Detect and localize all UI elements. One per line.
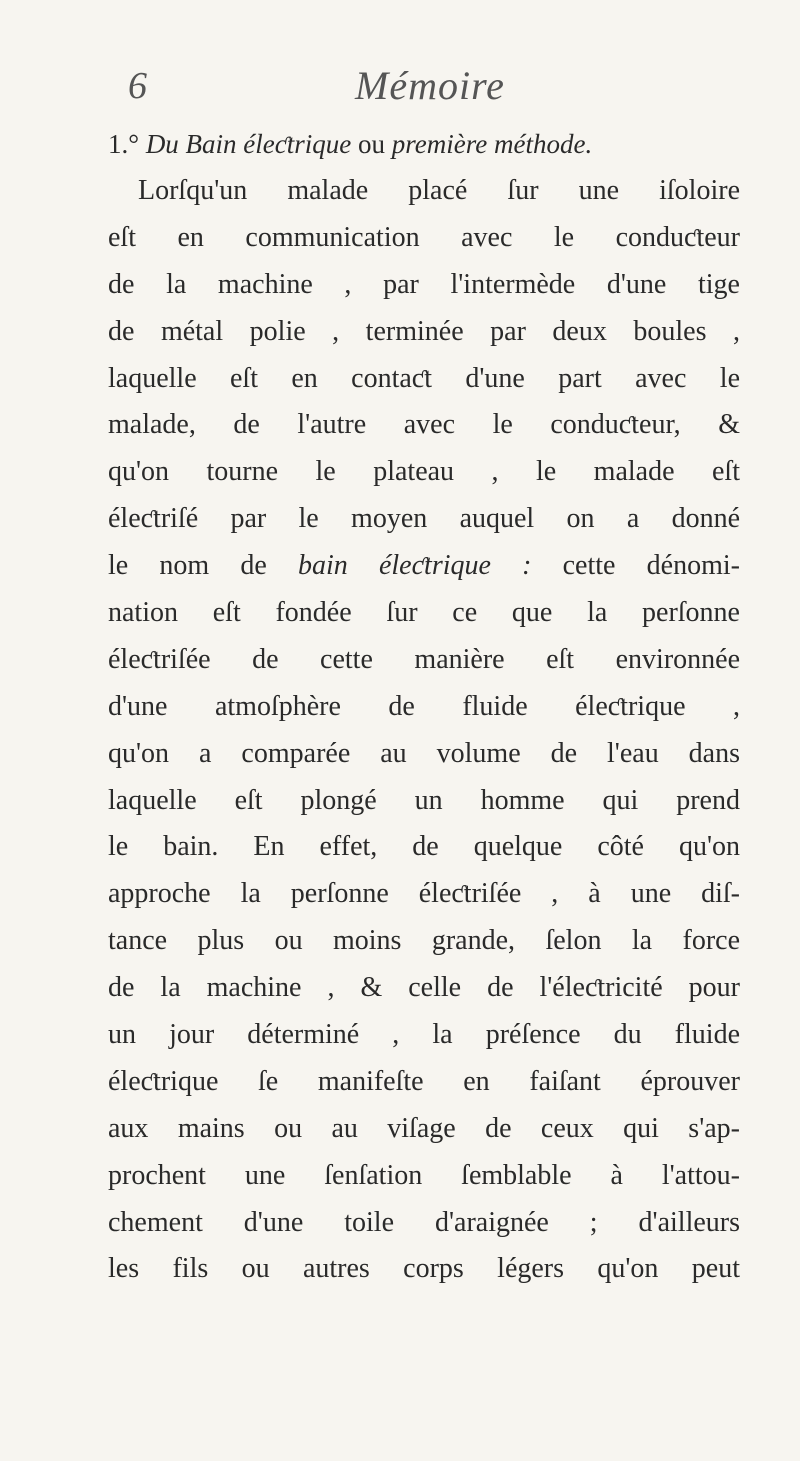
text-run: de la machine , par l'intermède d'une tige — [108, 268, 740, 300]
text-run: le nom de — [108, 550, 298, 582]
text-line — [108, 778, 740, 825]
text-line — [108, 309, 740, 356]
text-run: éleƈtriſé par le moyen auquel on a donné — [108, 503, 740, 535]
text-line — [108, 215, 740, 262]
text-run: éleƈtriſée de cette manière eſt environnée — [108, 643, 740, 675]
text-run: malade, de l'autre avec le conduƈteur, & — [108, 409, 740, 441]
text-line — [108, 543, 740, 590]
text-run: laquelle eſt plongé un homme qui prend — [108, 784, 740, 816]
section-title-connector: ou — [351, 129, 392, 159]
section-title-part2: première méthode. — [391, 129, 593, 159]
running-head — [0, 62, 800, 112]
text-line — [108, 402, 740, 449]
text-line — [108, 918, 740, 965]
text-line — [108, 1106, 740, 1153]
text-run: le bain. En effet, de quelque côté qu'on — [108, 831, 740, 863]
text-run: approche la perſonne éleƈtriſée , à une diſ- — [108, 878, 740, 910]
text-run: eſt en communication avec le conduƈteur — [108, 221, 740, 253]
text-run: tance plus ou moins grande, ſelon la force — [108, 925, 740, 957]
text-run: Lorſqu'un malade placé ſur une iſoloire — [138, 175, 740, 206]
text-line — [108, 965, 740, 1012]
section-title-part1: Du Bain éleƈtrique — [145, 129, 352, 159]
text-line — [108, 496, 740, 543]
text-line — [108, 449, 740, 496]
running-title: Mémoire — [355, 63, 505, 108]
text-run: de métal polie , terminée par deux boules , — [108, 315, 740, 347]
text-run: éleƈtrique ſe manifeſte en faiſant éprouver — [108, 1065, 740, 1097]
body-paragraph — [108, 168, 740, 1293]
text-run: qu'on tourne le plateau , le malade eſt — [108, 456, 740, 488]
text-line — [108, 262, 740, 309]
text-run: d'une atmoſphère de fluide éleƈtrique , — [108, 690, 740, 722]
text-run: de la machine , & celle de l'éleƈtricité pour — [108, 972, 740, 1004]
text-line — [108, 1246, 740, 1293]
text-line — [108, 871, 740, 918]
text-line — [108, 684, 740, 731]
page-number: 6 — [128, 65, 147, 107]
text-line — [108, 1059, 740, 1106]
text-run: cette dénomi- — [531, 550, 740, 582]
text-run: un jour déterminé , la préſence du fluide — [108, 1019, 740, 1051]
text-line — [108, 637, 740, 684]
section-number: 1.° — [108, 129, 146, 159]
text-line — [108, 590, 740, 637]
text-line — [108, 168, 740, 215]
text-line — [108, 731, 740, 778]
text-run: nation eſt fondée ſur ce que la perſonne — [108, 597, 740, 629]
text-line — [108, 1200, 740, 1247]
text-run: qu'on a comparée au volume de l'eau dans — [108, 737, 740, 769]
text-run: prochent une ſenſation ſemblable à l'attou- — [108, 1159, 740, 1191]
section-heading — [108, 127, 592, 161]
text-line — [108, 1012, 740, 1059]
italic-phrase: bain éleƈtrique : — [298, 550, 532, 582]
text-line — [108, 824, 740, 871]
text-run: les fils ou autres corps légers qu'on peut — [108, 1253, 740, 1285]
text-run: laquelle eſt en contaƈt d'une part avec le — [108, 362, 740, 394]
text-line — [108, 356, 740, 403]
text-run: chement d'une toile d'araignée ; d'ailleurs — [108, 1206, 740, 1238]
text-line — [108, 1153, 740, 1200]
text-run: aux mains ou au viſage de ceux qui s'ap- — [108, 1112, 740, 1144]
